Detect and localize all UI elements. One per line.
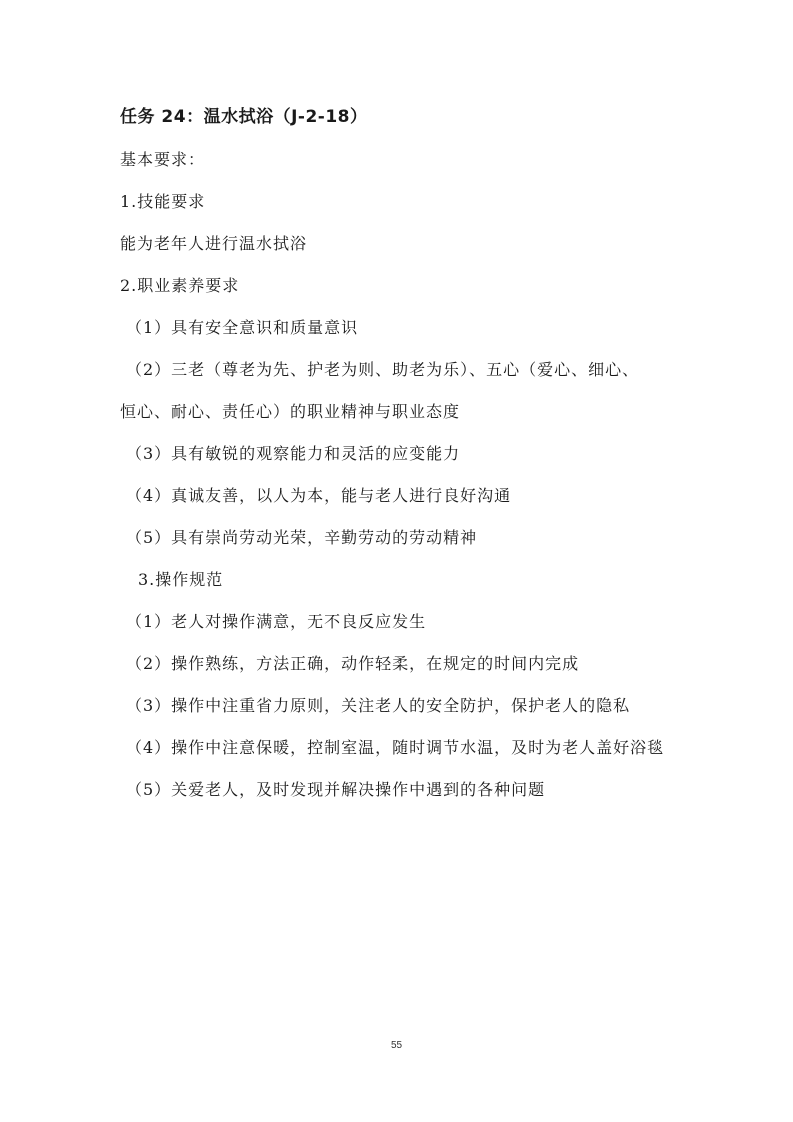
skill-heading: 1.技能要求: [120, 192, 206, 211]
task-title: 任务 24：温水拭浴（J-2-18）: [120, 107, 368, 127]
basic-requirements-heading: 基本要求：: [120, 150, 206, 169]
literacy-item: （4）真诚友善，以人为本，能与老人进行良好沟通: [126, 486, 512, 505]
literacy-item: （5）具有崇尚劳动光荣，辛勤劳动的劳动精神: [126, 528, 478, 547]
literacy-item: （3）具有敏锐的观察能力和灵活的应变能力: [126, 444, 461, 463]
operation-item: （3）操作中注重省力原则，关注老人的安全防护，保护老人的隐私: [126, 696, 631, 715]
literacy-heading: 2.职业素养要求: [120, 276, 240, 295]
literacy-item-continuation: 恒心、耐心、责任心）的职业精神与职业态度: [120, 402, 461, 421]
page-number: 55: [390, 1040, 403, 1051]
operation-item: （4）操作中注意保暖，控制室温，随时调节水温，及时为老人盖好浴毯: [126, 738, 665, 757]
operation-item: （1）老人对操作满意，无不良反应发生: [126, 612, 427, 631]
literacy-item: （1）具有安全意识和质量意识: [126, 318, 359, 337]
operation-item: （5）关爱老人，及时发现并解决操作中遇到的各种问题: [126, 780, 546, 799]
skill-text: 能为老年人进行温水拭浴: [120, 234, 308, 253]
literacy-item: （2）三老（尊老为先、护老为则、助老为乐）、五心（爱心、细心、: [126, 360, 640, 379]
operation-item: （2）操作熟练，方法正确，动作轻柔，在规定的时间内完成: [126, 654, 580, 673]
operation-heading: 3.操作规范: [138, 570, 224, 589]
